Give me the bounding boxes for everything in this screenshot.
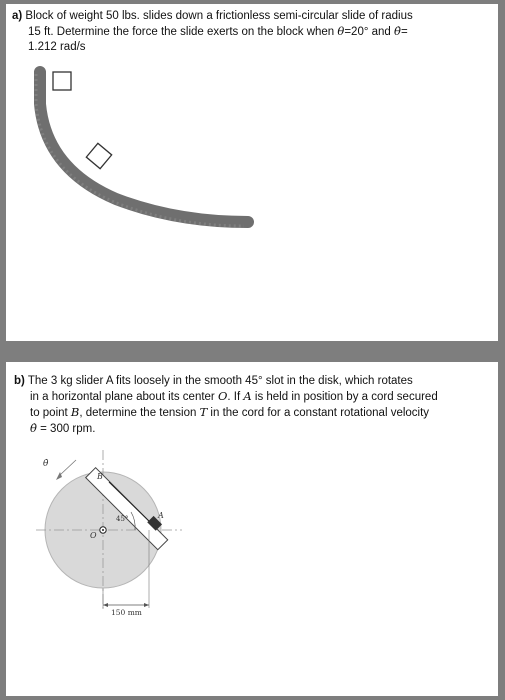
problem-b-panel [6,362,498,696]
dimension-arrow-right [144,603,149,607]
problem-b-label: b) [14,375,25,387]
rotation-arrow-head [56,472,62,480]
point-b-label: B [97,472,103,481]
sliding-block [86,143,111,168]
center-symbol: O [217,389,228,403]
problem-a-line2-end: = [400,26,408,38]
point-symbol: B [70,405,80,419]
problem-b-line3-end: in the cord for a constant rotational velocity [207,407,430,419]
problem-b-line3-mid: , determine the tension [79,407,200,419]
problem-b-line2: in a horizontal plane about its center [30,391,218,403]
disk-figure [6,362,498,696]
problem-b-line3: to point [30,407,71,419]
problem-b-line4: = 300 rpm. [36,423,96,435]
dimension-arrow-left [103,603,108,607]
problem-a-line2-mid: =20° and [344,26,395,38]
problem-a-label: a) [12,10,23,22]
rotation-arrow [60,460,76,475]
problem-b-line2-end: is held in position by a cord secured [251,391,438,403]
center-o-label: O [90,531,97,540]
problem-a-line1: Block of weight 50 lbs. slides down a frictionless semi-circular slide of radius [22,10,413,22]
theta-dot-symbol-b: θ̇ [30,421,37,435]
problem-b-line1: The 3 kg slider A fits loosely in the smooth 45° slot in the disk, which rotates [24,375,413,387]
angle-label: 45° [116,515,129,523]
problem-a-panel [6,4,498,341]
slide-figure [6,4,498,341]
tension-symbol: T [199,405,208,419]
top-block [53,72,71,90]
point-a-label: A [158,511,164,520]
theta-dot-symbol: θ̇ [394,24,401,38]
dimension-label: 150 mm [111,608,142,617]
theta-symbol: θ [337,24,345,38]
theta-dot-label: θ̇ [43,459,49,469]
problem-b-line2-mid: . If [227,391,244,403]
center-o-dot [102,529,104,531]
slide-surface [40,72,248,222]
slider-symbol: A [243,389,252,403]
problem-a-line3: 1.212 rad/s [28,41,86,53]
problem-a-line2: 15 ft. Determine the force the slide exerts on the block when [28,26,338,38]
